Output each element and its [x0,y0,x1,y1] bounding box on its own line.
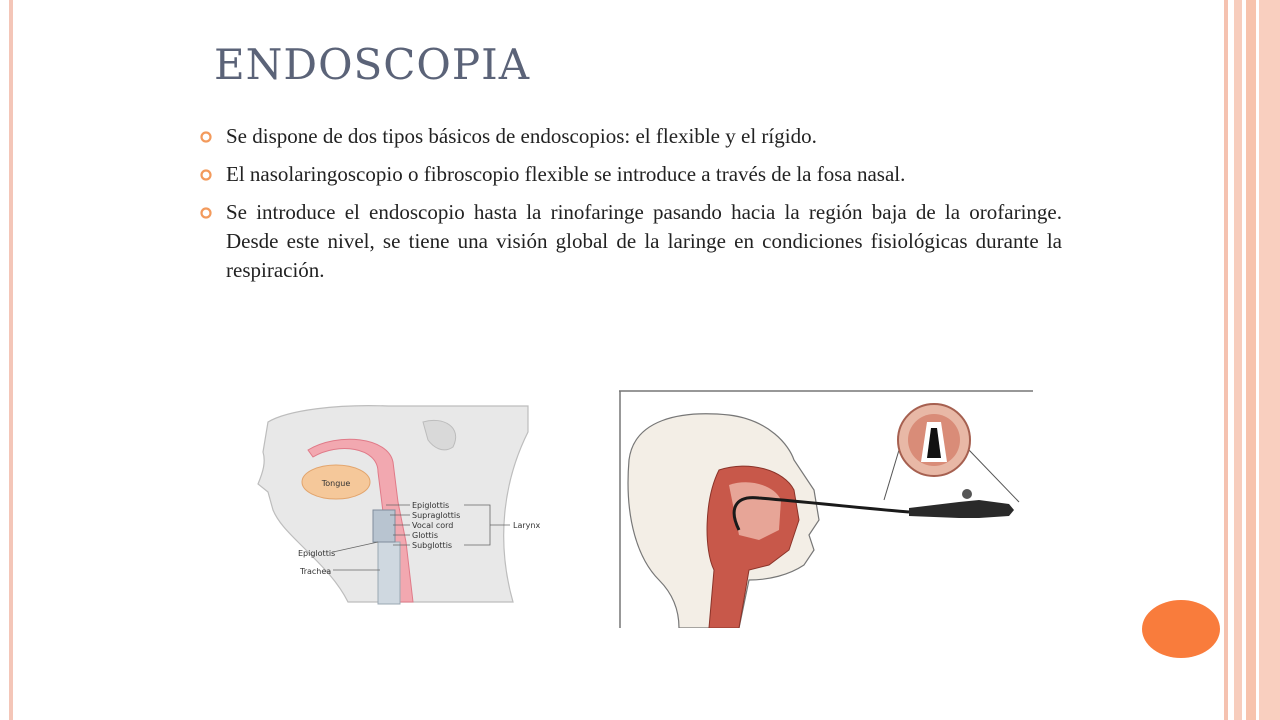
larynx-anatomy-illustration [228,392,560,626]
label-epiglottis: Epiglottis [412,501,450,510]
label-epiglottis-left: Epiglottis [298,549,336,558]
bullet-icon [200,169,212,181]
bullet-item [200,160,1062,189]
label-trachea: Trachea [300,567,332,576]
label-tongue: Tongue [321,479,351,488]
bullet-item [200,122,1062,151]
label-glottis: Glottis [412,531,438,540]
bullet-icon [200,131,212,143]
bullet-item [200,198,1062,285]
label-subglottis: Subglottis [412,541,453,550]
endoscope-handle [909,500,1014,518]
endoscope-insertion-illustration [619,390,1033,628]
decorative-orange-circle [1142,600,1220,658]
slide-frame-left [9,0,13,720]
bullet-text: Se dispone de dos tipos básicos de endoscopios: el flexible y el rígido. [226,124,817,148]
slide-frame-right [1224,0,1280,720]
bullet-text: El nasolaringoscopio o fibroscopio flexible se introduce a través de la fosa nasal. [226,162,906,186]
bullet-icon [200,207,212,219]
trachea-shape [378,542,400,604]
label-larynx: Larynx [513,521,541,530]
bullet-list [200,122,1062,294]
label-supraglottis: Supraglottis [412,511,461,520]
endoscope-knob [962,489,972,499]
slide-title: ENDOSCOPIA [214,40,531,89]
bullet-text: Se introduce el endoscopio hasta la rinofaringe pasando hacia la región baja de la orofaringe. Desde este nivel, se tiene una visión global de la laringe en condiciones fisiológicas durante la respiración. [226,200,1062,282]
label-vocal-cord: Vocal cord [412,521,454,530]
